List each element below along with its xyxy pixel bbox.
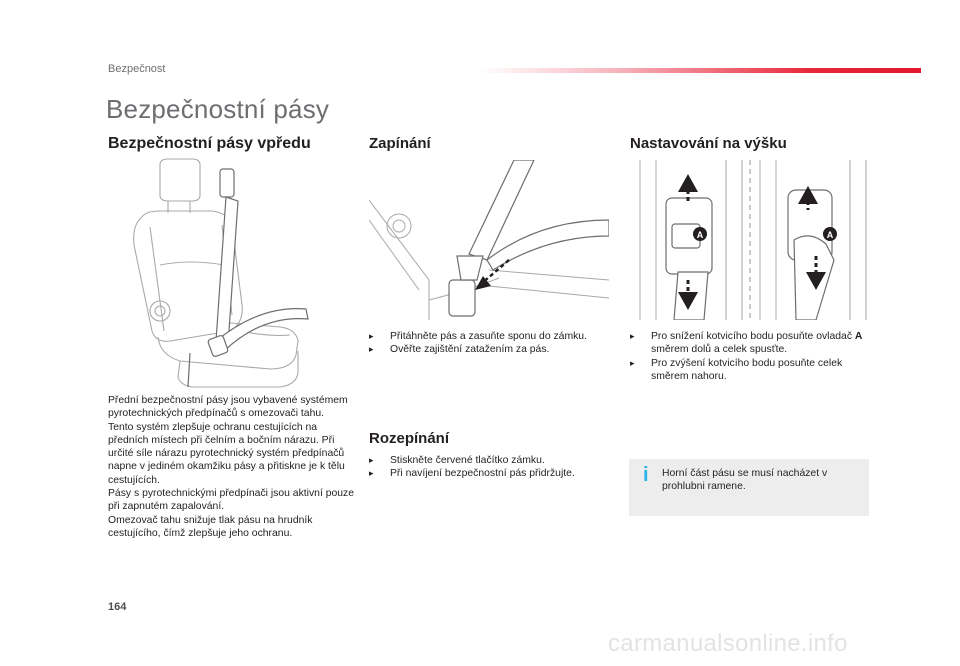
header-accent-bar (480, 68, 921, 73)
page-title: Bezpečnostní pásy (106, 94, 330, 124)
page-number: 164 (108, 601, 127, 613)
list-item: ▸ Pro zvýšení kotvicího bodu posuňte celek směrem nahoru. (630, 357, 843, 382)
fastening-illustration (369, 160, 609, 320)
watermark: carmanualsonline.info (608, 630, 848, 657)
height-adjust-heading: Nastavování na výšku (630, 135, 787, 152)
bullet-icon: ▸ (369, 344, 374, 355)
bullet-icon: ▸ (630, 331, 635, 341)
bullet-icon: ▸ (630, 357, 635, 368)
list-item: ▸ Ověřte zajištění zatažením za pás. (369, 344, 550, 356)
callout-a-right: A (826, 230, 834, 240)
bullet-icon: ▸ (369, 455, 374, 465)
height-adjust-list (630, 330, 870, 383)
front-belts-paragraph: Přední bezpečnostní pásy jsou vybavené systémem pyrotechnických předpínačů s omezovači tahu. Tento systém zlepšuje ochranu cestujících na předních místech při čelním a bočním nárazu. Při určité síle nárazu pyrotechnický systém předpínačů napne v jediném okamžiku pásy a přitiskne je k tělu cestujících. Pásy s pyrotechnickými předpínači jsou aktivní pouze při zapnutém zapalování. Omezovač tahu snižuje tlak pásu na hrudník cestujícího, čímž zlepšuje jeho ochranu. (108, 395, 355, 539)
bullet-icon: ▸ (369, 331, 374, 341)
front-seat-illustration (120, 155, 360, 390)
list-item: ▸ Pro snížení kotvicího bodu posuňte ovladač A směrem dolů a celek spusťte. (630, 331, 863, 356)
list-item: ▸ Při navíjení bezpečnostní pás přidržujte. (369, 468, 575, 480)
fastening-heading: Zapínání (369, 135, 431, 152)
callout-a-left: A (696, 230, 704, 240)
fastening-list (369, 330, 609, 357)
front-belts-heading: Bezpečnostní pásy vpředu (108, 135, 311, 152)
list-item: ▸ Přitáhněte pás a zasuňte sponu do zámku. (369, 331, 587, 342)
bullet-icon: ▸ (369, 468, 374, 479)
unfastening-list (369, 454, 609, 481)
height-adjust-illustration (630, 160, 870, 320)
list-item: ▸ Stiskněte červené tlačítko zámku. (369, 455, 545, 466)
section-label: Bezpečnost (108, 63, 166, 75)
unfastening-heading: Rozepínání (369, 430, 450, 447)
info-icon: i (643, 464, 649, 486)
info-text: Horní část pásu se musí nacházet v prohlubni ramene. (662, 468, 828, 493)
